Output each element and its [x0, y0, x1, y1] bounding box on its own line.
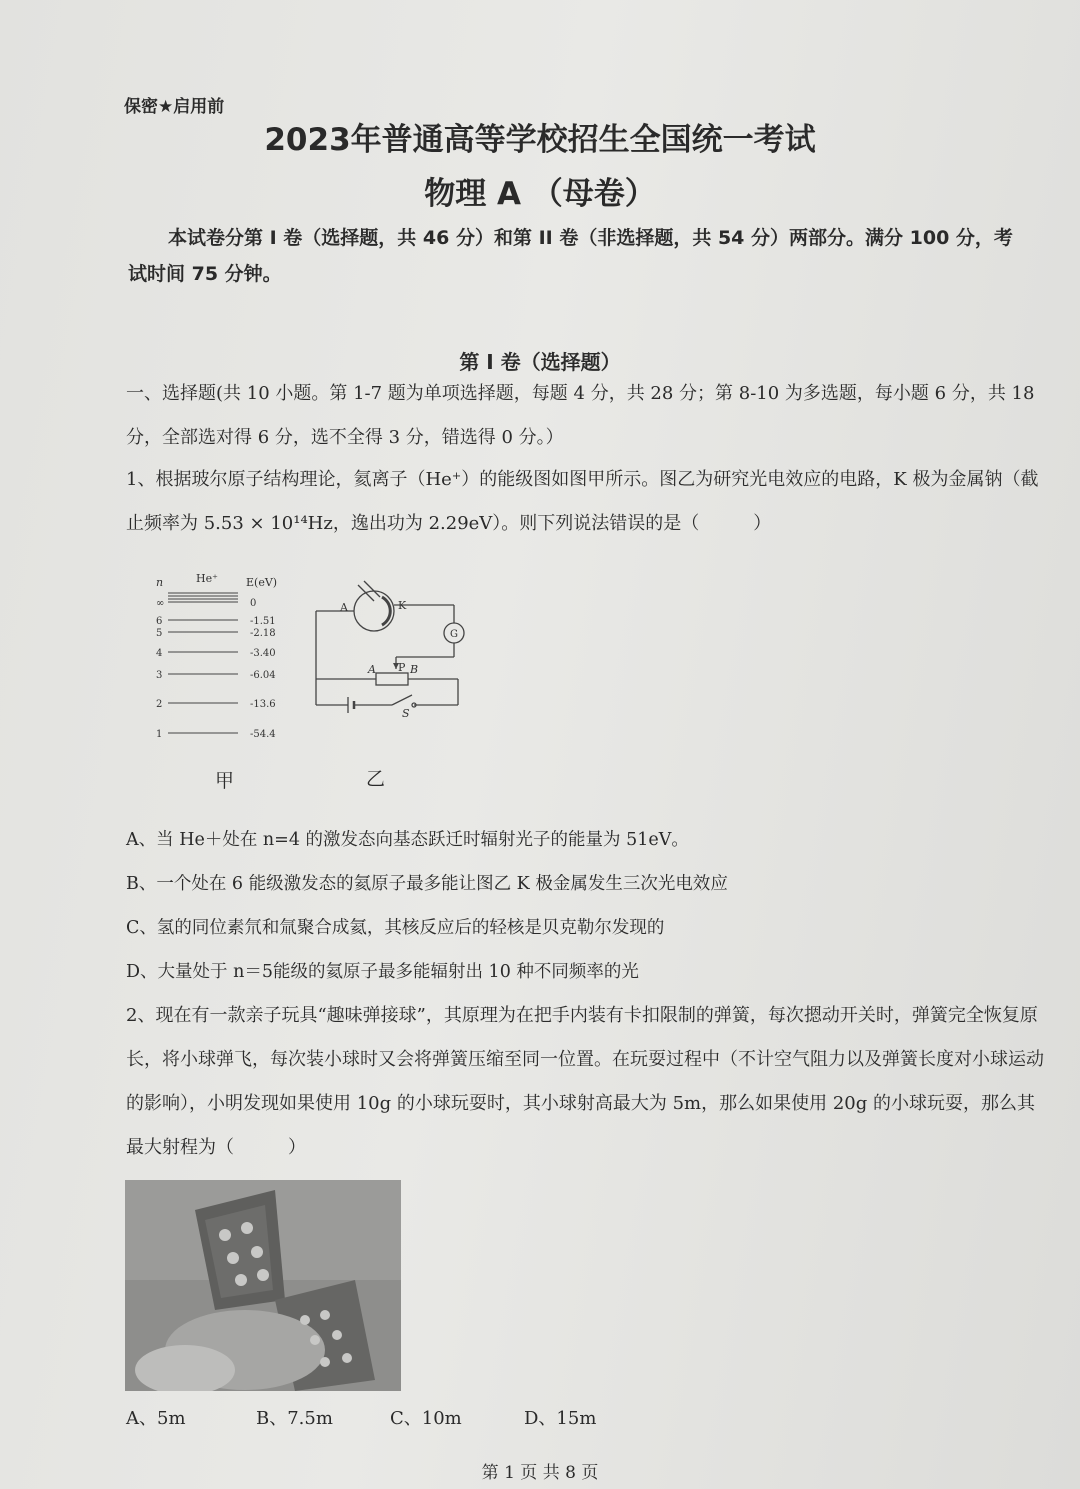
question-2-stem: 2、现在有一款亲子玩具“趣味弹接球”，其原理为在把手内装有卡扣限制的弹簧，每次摁动开关时，弹簧完全恢复原长，将小球弹飞，每次装小球时又会将弹簧压缩至同一位置。在玩耍过程中（不计空气阻力以及弹簧长度对小球运动的影响），小明发现如果使用 10g 的小球玩耍时，其小球射高最大为 5m，那么如果使用 20g 的小球玩耍，那么其最大射程为（ ） [126, 1005, 1044, 1158]
level-n-label: 4 [156, 648, 163, 659]
section-title: 第 I 卷（选择题） [459, 350, 621, 374]
n-axis-label: n [156, 576, 164, 589]
species-label: He⁺ [196, 572, 218, 585]
exam-intro: 本试卷分第 I 卷（选择题，共 46 分）和第 II 卷（非选择题，共 54 分）两部分。满分 100 分，考试时间 75 分钟。 [128, 227, 1013, 285]
label-a2: A [368, 663, 376, 676]
q2-option-c: C、10m [390, 1408, 462, 1429]
confidential-mark: 保密★启用前 [124, 97, 225, 117]
level-n-label: 1 [156, 729, 163, 740]
level-n-label: 3 [156, 670, 163, 681]
level-n-label: 5 [156, 628, 163, 639]
toy-photo [125, 1180, 401, 1391]
q2-option-d: D、15m [524, 1408, 597, 1429]
level-n-label: ∞ [156, 598, 165, 609]
level-energy-label: -2.18 [250, 628, 276, 639]
level-n-label: 6 [156, 616, 163, 627]
level-energy-label: -1.51 [250, 616, 276, 627]
switch-s [392, 695, 412, 705]
label-p: P [398, 661, 406, 674]
section-instructions: 一、选择题(共 10 小题。第 1-7 题为单项选择题，每题 4 分，共 28 分；第 8-10 为多选题，每小题 6 分，共 18 分，全部选对得 6 分，选不全得 3 分，错选得 0 分。） [126, 383, 1035, 448]
level-energy-label: -3.40 [250, 648, 276, 659]
light-ray-2 [364, 581, 380, 597]
figure-jia-energy-levels [150, 568, 290, 748]
q1-option-b: B、一个处在 6 能级激发态的氦原子最多能让图乙 K 极金属发生三次光电效应 [126, 874, 728, 894]
label-k: K [398, 599, 407, 612]
figure-yi-caption: 乙 [366, 768, 386, 790]
level-energy-label: -54.4 [250, 729, 276, 740]
label-s: S [402, 707, 410, 720]
page-number: 第 1 页 共 8 页 [481, 1463, 599, 1483]
cathode-k [382, 597, 390, 625]
figure-yi-circuit [308, 575, 478, 725]
e-axis-label: E(eV) [246, 576, 278, 589]
label-a: A [340, 601, 348, 614]
exam-subtitle: 物理 A （母卷） [424, 176, 656, 212]
figure-jia-caption: 甲 [215, 770, 235, 792]
q1-option-d: D、大量处于 n＝5能级的氦原子最多能辐射出 10 种不同频率的光 [126, 962, 639, 982]
level-n-label: 2 [156, 699, 163, 710]
q1-option-c: C、氢的同位素氘和氚聚合成氦，其核反应后的轻核是贝克勒尔发现的 [126, 918, 665, 938]
level-energy-label: -13.6 [250, 699, 276, 710]
exam-title: 2023年普通高等学校招生全国统一考试 [264, 122, 816, 158]
label-b: B [410, 663, 419, 676]
question-1-stem: 1、根据玻尔原子结构理论，氦离子（He⁺）的能级图如图甲所示。图乙为研究光电效应的电路，K 极为金属钠（截止频率为 5.53 × 10¹⁴Hz，逸出功为 2.29eV）。则下列说法错误的是（ ） [126, 469, 1039, 534]
phototube [354, 591, 394, 631]
light-ray-1 [358, 585, 374, 601]
q2-option-a: A、5m [126, 1408, 186, 1429]
rheostat [376, 673, 408, 685]
q1-option-a: A、当 He＋处在 n=4 的激发态向基态跃迁时辐射光子的能量为 51eV。 [126, 830, 689, 850]
label-g: G [450, 629, 458, 640]
q2-option-b: B、7.5m [256, 1408, 333, 1429]
level-energy-label: 0 [250, 598, 257, 609]
level-energy-label: -6.04 [250, 670, 276, 681]
